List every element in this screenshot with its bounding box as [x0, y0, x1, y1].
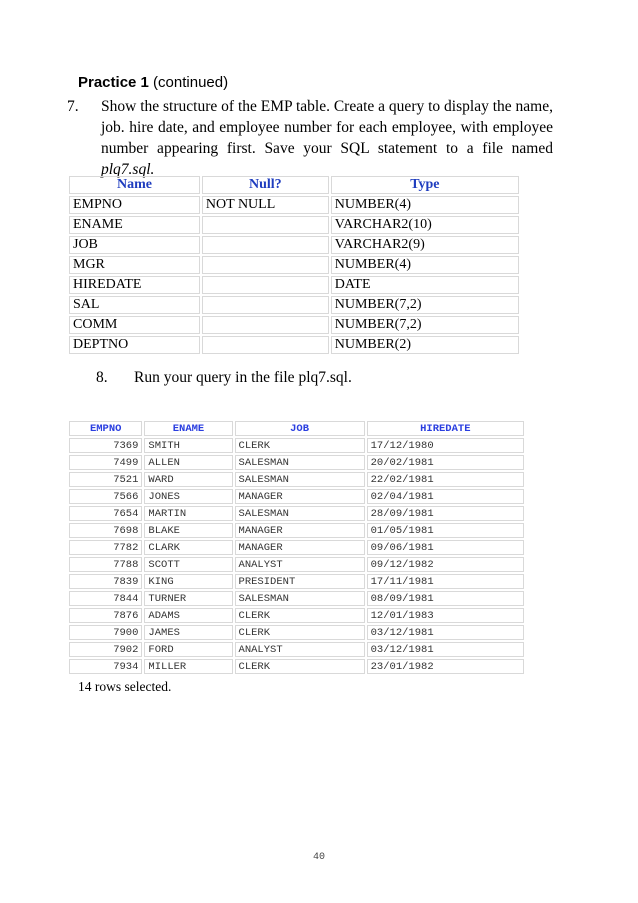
structure-row-cell — [202, 236, 329, 254]
result-row — [69, 540, 524, 555]
result-row-cell: FORD — [144, 642, 232, 657]
result-row-cell: 08/09/1981 — [367, 591, 524, 606]
result-row-cell: 7876 — [69, 608, 142, 623]
result-header-row — [69, 421, 524, 436]
result-row-cell: 28/09/1981 — [367, 506, 524, 521]
structure-row-cell: NUMBER(2) — [331, 336, 519, 354]
result-row — [69, 608, 524, 623]
structure-row-cell — [202, 276, 329, 294]
result-row — [69, 506, 524, 521]
result-row-cell: 03/12/1981 — [367, 642, 524, 657]
result-row-cell: 01/05/1981 — [367, 523, 524, 538]
result-row-cell: 17/11/1981 — [367, 574, 524, 589]
question-8 — [96, 369, 352, 387]
result-row-cell: 09/12/1982 — [367, 557, 524, 572]
question-8-number: 8. — [96, 369, 108, 386]
result-row-cell: ADAMS — [144, 608, 232, 623]
result-row-cell: 7782 — [69, 540, 142, 555]
result-row-cell: CLARK — [144, 540, 232, 555]
structure-row-cell: COMM — [69, 316, 200, 334]
result-row — [69, 659, 524, 674]
result-row-cell: SALESMAN — [235, 591, 365, 606]
structure-row-cell: SAL — [69, 296, 200, 314]
result-row — [69, 642, 524, 657]
result-row-cell: MANAGER — [235, 523, 365, 538]
structure-row-cell — [202, 216, 329, 234]
structure-row — [69, 236, 519, 254]
structure-row — [69, 296, 519, 314]
structure-row-cell: NUMBER(4) — [331, 196, 519, 214]
result-row — [69, 574, 524, 589]
result-row-cell: SALESMAN — [235, 472, 365, 487]
result-body — [69, 438, 524, 674]
result-row-cell: ANALYST — [235, 557, 365, 572]
question-7-number: 7. — [67, 98, 79, 115]
result-row-cell: CLERK — [235, 659, 365, 674]
result-row-cell: CLERK — [235, 608, 365, 623]
result-row-cell: 7566 — [69, 489, 142, 504]
result-row — [69, 625, 524, 640]
structure-row — [69, 256, 519, 274]
question-7-body: Show the structure of the EMP table. Create a query to display the name, job. hire date, and employee number for each employee, with employee number appearing first. Save your SQL statement to a file named — [101, 98, 553, 157]
result-row-cell: 20/02/1981 — [367, 455, 524, 470]
structure-header-name: Name — [69, 176, 200, 194]
result-table — [67, 419, 526, 676]
structure-row-cell: JOB — [69, 236, 200, 254]
structure-row-cell — [202, 256, 329, 274]
result-row-cell: 22/02/1981 — [367, 472, 524, 487]
result-row-cell: 7788 — [69, 557, 142, 572]
result-row-cell: 7521 — [69, 472, 142, 487]
result-row — [69, 438, 524, 453]
result-row-cell: 12/01/1983 — [367, 608, 524, 623]
section-heading — [78, 74, 228, 91]
result-row — [69, 455, 524, 470]
result-header-hiredate: HIREDATE — [367, 421, 524, 436]
result-header-empno: EMPNO — [69, 421, 142, 436]
result-row-cell: ALLEN — [144, 455, 232, 470]
result-row — [69, 472, 524, 487]
result-row-cell: BLAKE — [144, 523, 232, 538]
result-row-cell: MANAGER — [235, 540, 365, 555]
result-row-cell: 23/01/1982 — [367, 659, 524, 674]
structure-row-cell — [202, 296, 329, 314]
structure-row-cell: ENAME — [69, 216, 200, 234]
result-header-job: JOB — [235, 421, 365, 436]
question-8-text: Run your query in the file plq7.sql. — [134, 369, 352, 386]
heading-rest: (continued) — [148, 74, 229, 91]
result-row-cell: 09/06/1981 — [367, 540, 524, 555]
question-7-filename: plq7.sql. — [101, 161, 155, 178]
result-row-cell: 17/12/1980 — [367, 438, 524, 453]
rows-selected-note: 14 rows selected. — [78, 679, 172, 694]
structure-row — [69, 316, 519, 334]
result-row-cell: 7369 — [69, 438, 142, 453]
structure-row-cell: VARCHAR2(10) — [331, 216, 519, 234]
result-row-cell: 7902 — [69, 642, 142, 657]
result-row-cell: MARTIN — [144, 506, 232, 521]
result-row-cell: SCOTT — [144, 557, 232, 572]
result-row-cell: JONES — [144, 489, 232, 504]
structure-row-cell: DATE — [331, 276, 519, 294]
structure-row — [69, 336, 519, 354]
structure-row-cell: DEPTNO — [69, 336, 200, 354]
structure-row — [69, 196, 519, 214]
structure-row-cell: MGR — [69, 256, 200, 274]
structure-row-cell: HIREDATE — [69, 276, 200, 294]
result-row-cell: JAMES — [144, 625, 232, 640]
result-row-cell: 7839 — [69, 574, 142, 589]
structure-table — [67, 174, 521, 356]
structure-row-cell — [202, 316, 329, 334]
result-row-cell: 7698 — [69, 523, 142, 538]
structure-header-type: Type — [331, 176, 519, 194]
result-row-cell: SALESMAN — [235, 455, 365, 470]
result-row-cell: TURNER — [144, 591, 232, 606]
structure-row-cell: NOT NULL — [202, 196, 329, 214]
structure-header-row — [69, 176, 519, 194]
result-row-cell: 7654 — [69, 506, 142, 521]
result-row — [69, 489, 524, 504]
structure-row-cell: EMPNO — [69, 196, 200, 214]
result-row — [69, 557, 524, 572]
result-row-cell: 7900 — [69, 625, 142, 640]
structure-row-cell: NUMBER(7,2) — [331, 296, 519, 314]
result-row — [69, 523, 524, 538]
heading-bold: Practice 1 — [78, 74, 149, 91]
page-number: 40 — [312, 852, 325, 863]
result-row-cell: SALESMAN — [235, 506, 365, 521]
result-row-cell: KING — [144, 574, 232, 589]
result-row-cell: 7934 — [69, 659, 142, 674]
result-row-cell: 02/04/1981 — [367, 489, 524, 504]
structure-row — [69, 276, 519, 294]
result-row-cell: CLERK — [235, 625, 365, 640]
result-row-cell: CLERK — [235, 438, 365, 453]
result-row-cell: ANALYST — [235, 642, 365, 657]
result-row-cell: 03/12/1981 — [367, 625, 524, 640]
question-7-text — [101, 96, 553, 180]
result-row-cell: MANAGER — [235, 489, 365, 504]
result-row-cell: 7499 — [69, 455, 142, 470]
structure-row-cell: NUMBER(7,2) — [331, 316, 519, 334]
question-7 — [67, 96, 553, 180]
structure-row — [69, 216, 519, 234]
result-row-cell: WARD — [144, 472, 232, 487]
result-row — [69, 591, 524, 606]
structure-body — [69, 196, 519, 354]
result-row-cell: PRESIDENT — [235, 574, 365, 589]
result-row-cell: 7844 — [69, 591, 142, 606]
structure-row-cell: NUMBER(4) — [331, 256, 519, 274]
structure-row-cell: VARCHAR2(9) — [331, 236, 519, 254]
structure-header-null: Null? — [202, 176, 329, 194]
result-row-cell: MILLER — [144, 659, 232, 674]
result-row-cell: SMITH — [144, 438, 232, 453]
structure-row-cell — [202, 336, 329, 354]
result-header-ename: ENAME — [144, 421, 232, 436]
